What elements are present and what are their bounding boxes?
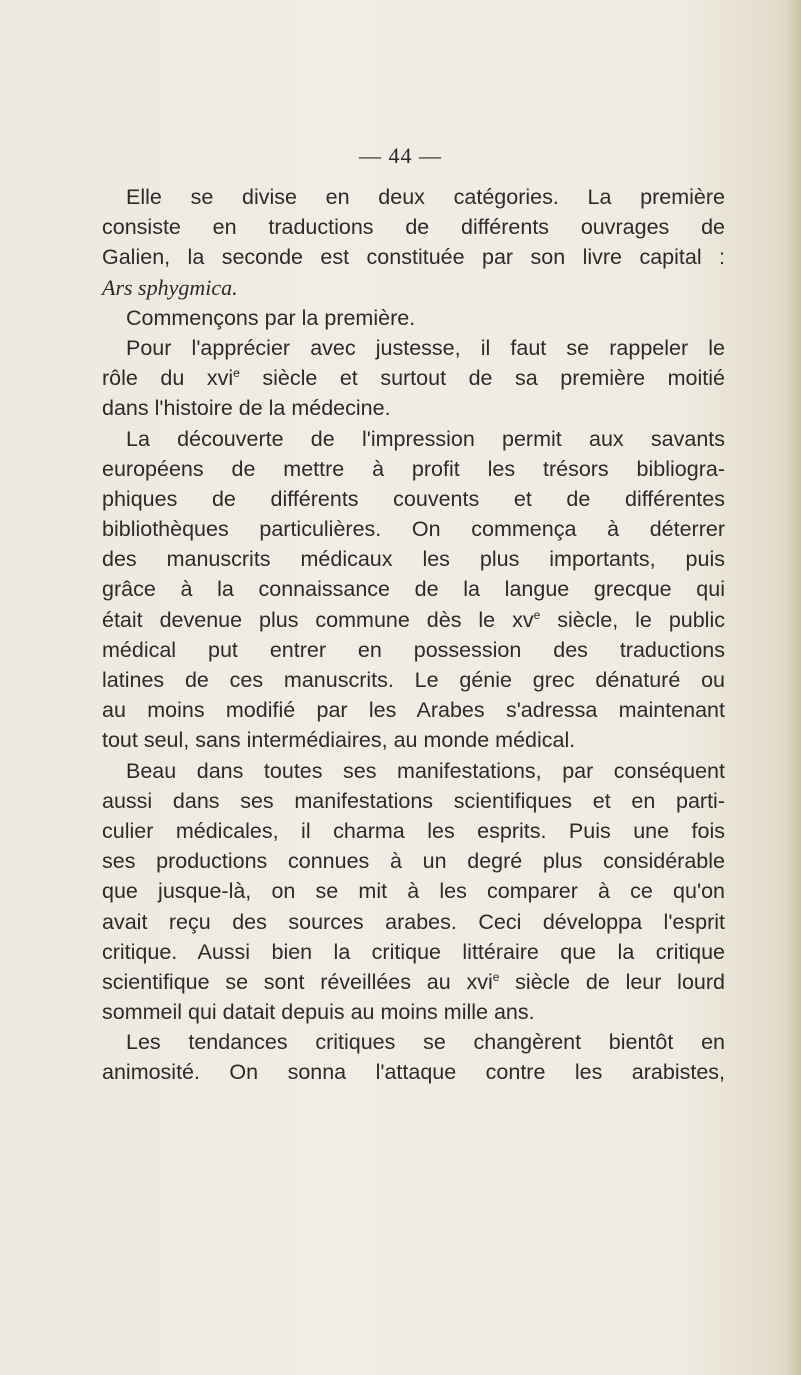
text-line [102, 273, 725, 303]
text-line: animosité. On sonna l'attaque contre les arabistes, [102, 1060, 725, 1085]
text-line: La découverte de l'impression permit aux savants [126, 426, 725, 451]
text-line [102, 363, 725, 393]
text-line: Elle se divise en deux catégories. La première [126, 185, 725, 209]
text-line: Les tendances critiques se changèrent bientôt en [126, 1030, 725, 1055]
text-fragment: siècle de leur lourd [499, 969, 725, 994]
text-line: au moins modifié par les Arabes s'adressa maintenant [102, 698, 725, 723]
text-line: consiste en traductions de différents ouvrages de [102, 215, 725, 240]
text-line: dans l'histoire de la médecine. [102, 396, 391, 421]
text-line: médical put entrer en possession des traductions [102, 637, 725, 662]
page-number: — 44 — [359, 143, 442, 168]
text-line: des manuscrits médicaux les plus importants, puis [102, 547, 725, 572]
text-line: aussi dans ses manifestations scientifiques et en parti- [102, 788, 725, 813]
text-line: européens de mettre à profit les trésors bibliogra- [102, 456, 725, 481]
text-fragment: siècle et surtout de sa première moitié [239, 366, 725, 391]
text-fragment: rôle du xvi [102, 366, 234, 391]
text-line: ses productions connues à un degré plus considérable [102, 849, 725, 874]
text-line [102, 967, 725, 997]
text-line: phiques de différents couvents et de différentes [102, 486, 725, 511]
text-line: tout seul, sans intermédiaires, au monde médical. [102, 728, 576, 753]
text-line: Beau dans toutes ses manifestations, par conséquent [126, 758, 725, 783]
text-line: bibliothèques particulières. On commença à déterrer [102, 517, 725, 542]
text-line: critique. Aussi bien la critique littéraire que la critique [102, 939, 725, 964]
text-line: culier médicales, il charma les esprits. Puis une fois [102, 818, 725, 843]
book-title: Ars sphygmica. [102, 274, 238, 300]
superscript: e [533, 607, 541, 622]
text-line: que jusque-là, on se mit à les comparer à ce qu'on [102, 879, 725, 904]
text-line: Pour l'apprécier avec justesse, il faut se rappeler le [126, 335, 725, 360]
body-text [102, 182, 725, 1088]
text-fragment: scientifique se sont réveillées au xvi [102, 969, 493, 994]
text-fragment: était devenue plus commune dès le xv [102, 607, 534, 632]
superscript: e [492, 969, 500, 984]
text-line: grâce à la connaissance de la langue grecque qui [102, 577, 725, 602]
text-line [102, 605, 725, 635]
text-line: Commençons par la première. [126, 305, 416, 330]
text-line: avait reçu des sources arabes. Ceci développa l'esprit [102, 909, 725, 934]
text-line: sommeil qui datait depuis au moins mille ans. [102, 1000, 535, 1025]
page-edge-shadow [787, 0, 801, 1375]
text-line: latines de ces manuscrits. Le génie grec dénaturé ou [102, 668, 725, 692]
text-fragment: siècle, le public [540, 607, 725, 632]
text-line: Galien, la seconde est constituée par son livre capital : [102, 245, 725, 270]
superscript: e [233, 366, 240, 381]
